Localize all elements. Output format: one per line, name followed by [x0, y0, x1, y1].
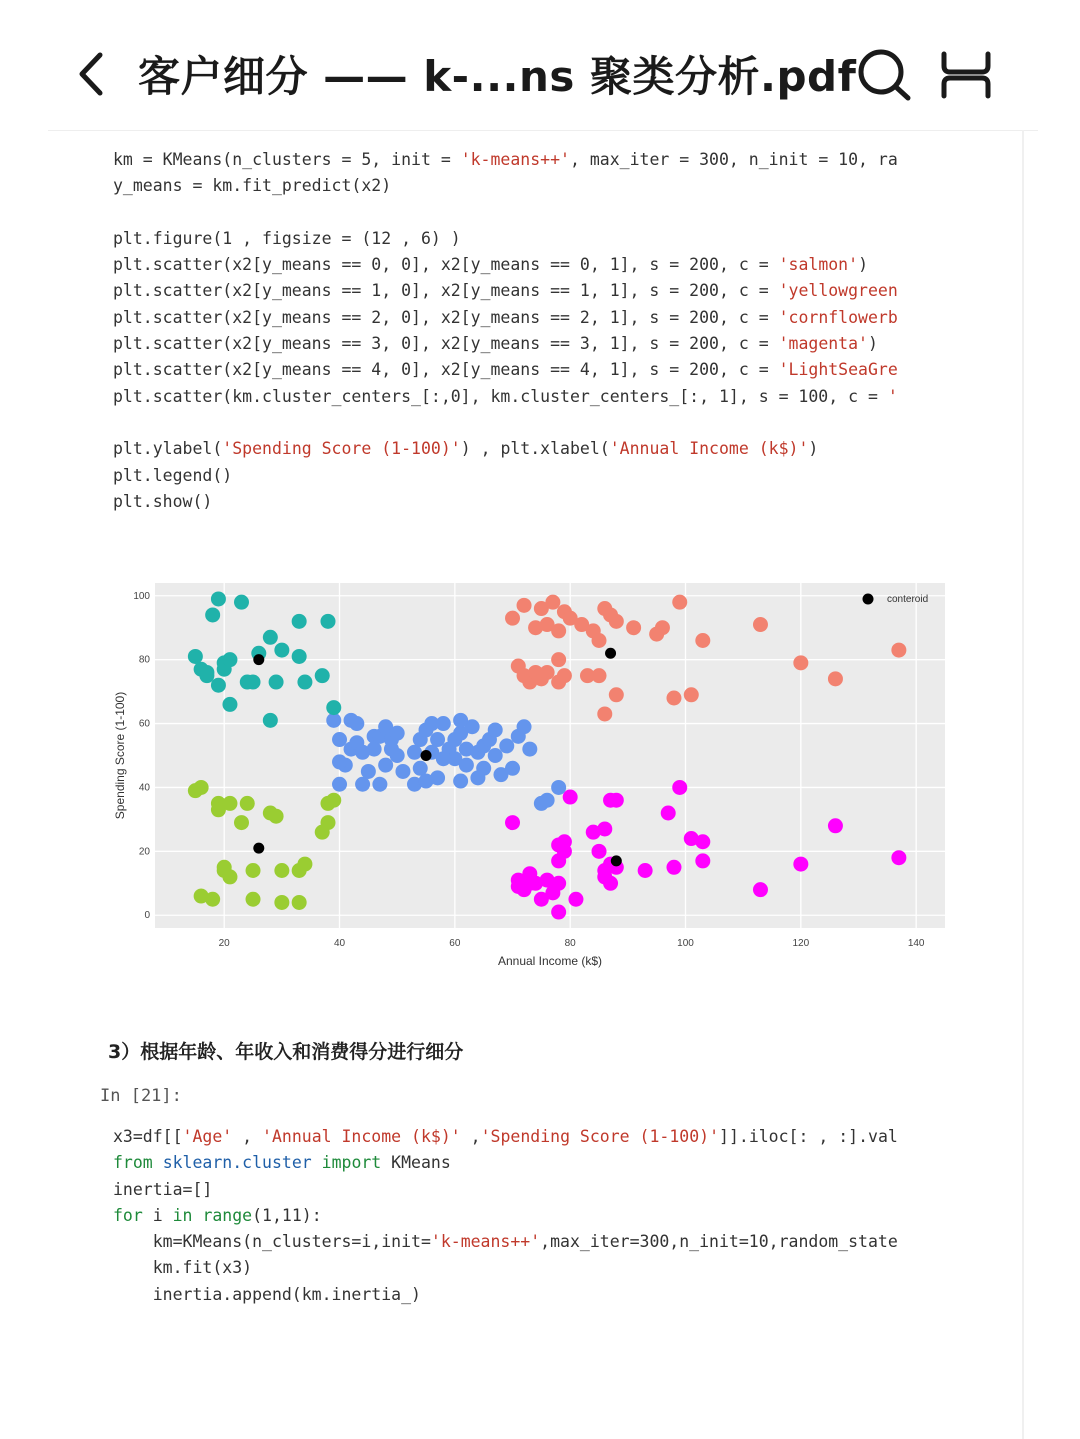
code-token: inertia=[]	[113, 1179, 213, 1199]
data-point-salmon	[528, 665, 543, 680]
code-line	[113, 305, 943, 331]
code-line	[113, 1177, 943, 1203]
code-token: x3=df[[	[113, 1127, 183, 1146]
data-point-cornflowerblue	[488, 748, 503, 763]
data-point-lightseagreen	[211, 678, 226, 693]
code-token	[193, 1206, 203, 1225]
code-block-kmeans-plot	[113, 147, 943, 515]
data-point-magenta	[522, 876, 537, 891]
data-point-cornflowerblue	[517, 719, 532, 734]
data-point-magenta	[695, 834, 710, 849]
data-point-cornflowerblue	[488, 722, 503, 737]
code-token: plt.scatter(x2[y_means == 1, 0], x2[y_means == 1, 1], s = 200, c =	[113, 281, 779, 301]
centroid-point	[605, 648, 616, 659]
search-icon	[852, 44, 916, 104]
data-point-cornflowerblue	[522, 742, 537, 757]
data-point-lightseagreen	[199, 668, 214, 683]
data-point-magenta	[695, 853, 710, 868]
code-token: plt.legend()	[113, 465, 233, 485]
code-token: )	[858, 255, 868, 275]
legend-label: conteroid	[887, 594, 929, 605]
code-token: (1,11):	[252, 1205, 322, 1225]
cell-prompt: In [21]:	[100, 1086, 182, 1106]
code-token: 'LightSeaGre	[778, 360, 898, 380]
data-point-lightseagreen	[326, 700, 341, 715]
data-point-lightseagreen	[315, 668, 330, 683]
scatter-chart	[105, 578, 955, 968]
code-token: from	[113, 1153, 153, 1173]
data-point-cornflowerblue	[493, 767, 508, 782]
code-token: 'Annual Income (k$)'	[609, 439, 809, 459]
back-button[interactable]	[70, 44, 120, 104]
data-point-lightseagreen	[297, 675, 312, 690]
code-token: range	[202, 1205, 253, 1225]
data-point-salmon	[609, 614, 624, 629]
code-token: plt.scatter(x2[y_means == 4, 0], x2[y_means == 4, 1], s = 200, c =	[113, 360, 779, 380]
data-point-magenta	[592, 844, 607, 859]
code-token: km.fit(x3)	[113, 1258, 253, 1278]
y-tick-label: 100	[133, 590, 150, 602]
data-point-yellowgreen	[240, 796, 255, 811]
data-point-salmon	[505, 611, 520, 626]
data-point-cornflowerblue	[332, 777, 347, 792]
x-tick-label: 80	[564, 938, 576, 949]
data-point-magenta	[505, 815, 520, 830]
data-point-cornflowerblue	[551, 780, 566, 795]
code-token: y_means = km.fit_predict(x2)	[113, 176, 392, 196]
menu-button[interactable]	[936, 48, 996, 102]
data-point-salmon	[695, 633, 710, 648]
code-token	[153, 1153, 163, 1172]
data-point-magenta	[557, 844, 572, 859]
data-point-cornflowerblue	[332, 754, 347, 769]
scatter-chart-svg	[105, 578, 955, 968]
data-point-yellowgreen	[326, 793, 341, 808]
data-point-cornflowerblue	[367, 742, 382, 757]
code-token: ,	[460, 1127, 481, 1146]
code-token: for	[113, 1205, 143, 1225]
data-point-magenta	[753, 882, 768, 897]
chevron-left-icon	[70, 44, 120, 104]
menu-icon	[936, 48, 996, 102]
y-tick-label: 80	[138, 654, 150, 666]
data-point-salmon	[609, 687, 624, 702]
data-point-yellowgreen	[222, 869, 237, 884]
header-divider	[48, 130, 1038, 131]
code-token: in	[172, 1205, 193, 1225]
code-token: 'Spending Score (1-100)'	[222, 439, 461, 459]
code-token: ) , plt.xlabel(	[460, 439, 610, 459]
data-point-lightseagreen	[269, 675, 284, 690]
code-token: sklearn.cluster	[162, 1153, 312, 1173]
data-point-magenta	[891, 850, 906, 865]
code-token: 'magenta'	[778, 334, 868, 354]
data-point-yellowgreen	[320, 815, 335, 830]
code-token	[312, 1153, 322, 1172]
code-line	[113, 1229, 943, 1255]
document-title: 客户细分 —— k-...ns 聚类分析.pdf	[138, 52, 857, 101]
data-point-yellowgreen	[222, 796, 237, 811]
y-tick-label: 0	[144, 910, 150, 922]
code-token: i	[142, 1205, 173, 1225]
data-point-magenta	[672, 780, 687, 795]
data-point-magenta	[661, 806, 676, 821]
code-token: km=KMeans(n_clusters=i,init=	[113, 1232, 431, 1252]
x-tick-label: 60	[449, 938, 461, 949]
data-point-cornflowerblue	[361, 764, 376, 779]
data-point-lightseagreen	[211, 591, 226, 606]
data-point-lightseagreen	[234, 595, 249, 610]
code-block-segmentation	[113, 1124, 943, 1308]
data-point-salmon	[551, 623, 566, 638]
data-point-lightseagreen	[320, 614, 335, 629]
data-point-yellowgreen	[194, 780, 209, 795]
data-point-cornflowerblue	[453, 713, 468, 728]
data-point-lightseagreen	[263, 713, 278, 728]
code-token: km = KMeans(n_clusters = 5, init =	[113, 150, 461, 169]
data-point-yellowgreen	[234, 815, 249, 830]
code-token: plt.scatter(x2[y_means == 2, 0], x2[y_means == 2, 1], s = 200, c =	[113, 307, 779, 327]
data-point-lightseagreen	[188, 649, 203, 664]
code-token: inertia.append(km.inertia_)	[113, 1284, 421, 1304]
data-point-salmon	[684, 687, 699, 702]
code-line	[113, 1282, 943, 1308]
code-line	[113, 1203, 943, 1229]
code-line	[113, 384, 943, 410]
data-point-yellowgreen	[246, 892, 261, 907]
data-point-salmon	[557, 668, 572, 683]
centroid-point	[611, 855, 622, 866]
data-point-cornflowerblue	[326, 713, 341, 728]
code-line	[113, 147, 943, 173]
y-tick-label: 40	[138, 782, 150, 794]
code-line	[113, 357, 943, 383]
code-token: )	[808, 439, 819, 459]
data-point-salmon	[517, 598, 532, 613]
x-tick-label: 20	[218, 938, 230, 949]
x-axis-label: Annual Income (k$)	[497, 954, 603, 968]
data-point-lightseagreen	[292, 649, 307, 664]
data-point-salmon	[551, 652, 566, 667]
y-tick-label: 20	[138, 846, 150, 858]
data-point-magenta	[666, 860, 681, 875]
page-edge	[1022, 130, 1024, 1439]
code-line	[113, 463, 943, 489]
code-line	[113, 1124, 943, 1150]
data-point-cornflowerblue	[419, 774, 434, 789]
code-token: 'salmon'	[778, 255, 859, 275]
code-token: 'Age'	[182, 1127, 233, 1146]
data-point-salmon	[672, 595, 687, 610]
centroid-point	[253, 843, 264, 854]
code-token: 'yellowgreen	[778, 281, 898, 301]
code-token: ,max_iter=300,n_init=10,random_state	[540, 1232, 898, 1252]
data-point-magenta	[597, 869, 612, 884]
y-tick-label: 60	[138, 718, 150, 730]
data-point-cornflowerblue	[540, 793, 555, 808]
x-tick-label: 40	[333, 938, 346, 949]
code-line	[113, 410, 943, 436]
data-point-cornflowerblue	[372, 777, 387, 792]
legend-marker-centroid	[863, 594, 874, 605]
data-point-lightseagreen	[222, 697, 237, 712]
data-point-cornflowerblue	[430, 732, 445, 747]
code-token: plt.ylabel(	[113, 439, 223, 459]
code-token: plt.show()	[113, 491, 213, 511]
data-point-salmon	[597, 706, 612, 721]
x-tick-label: 120	[792, 938, 810, 949]
data-point-cornflowerblue	[470, 770, 485, 785]
code-token: ]].iloc[: , :].val	[719, 1127, 898, 1146]
code-line	[113, 1150, 943, 1176]
data-point-cornflowerblue	[355, 777, 370, 792]
x-tick-label: 100	[677, 938, 694, 949]
search-button[interactable]	[852, 44, 916, 104]
data-point-lightseagreen	[246, 675, 261, 690]
data-point-salmon	[753, 617, 768, 632]
data-point-magenta	[793, 857, 808, 872]
code-token: plt.scatter(km.cluster_centers_[:,0], km.cluster_centers_[:, 1], s = 100, c =	[113, 386, 888, 406]
data-point-cornflowerblue	[459, 758, 474, 773]
code-token: 'Spending Score (1-100)'	[480, 1127, 720, 1146]
code-token: 'k-means++'	[430, 1232, 541, 1252]
section-heading: 3）根据年龄、年收入和消费得分进行细分	[108, 1041, 464, 1063]
data-point-magenta	[828, 818, 843, 833]
code-token: )	[867, 334, 878, 354]
code-line	[113, 200, 943, 226]
data-point-magenta	[563, 790, 578, 805]
code-line	[113, 331, 943, 357]
data-point-cornflowerblue	[344, 713, 359, 728]
centroid-point	[253, 654, 264, 665]
code-token: 'Annual Income (k$)'	[262, 1127, 461, 1146]
code-token: ,	[232, 1127, 263, 1146]
data-point-cornflowerblue	[395, 764, 410, 779]
code-line	[113, 278, 943, 304]
code-token: '	[887, 386, 898, 406]
data-point-yellowgreen	[246, 863, 261, 878]
code-line	[113, 1255, 943, 1281]
data-point-salmon	[626, 620, 641, 635]
code-line	[113, 436, 943, 462]
code-token: 'k-means++'	[460, 150, 570, 169]
data-point-cornflowerblue	[499, 738, 514, 753]
data-point-cornflowerblue	[453, 774, 468, 789]
data-point-cornflowerblue	[390, 748, 405, 763]
data-point-lightseagreen	[222, 652, 237, 667]
data-point-cornflowerblue	[413, 761, 428, 776]
code-token: plt.scatter(x2[y_means == 0, 0], x2[y_means == 0, 1], s = 200, c =	[113, 255, 779, 275]
code-line	[113, 173, 943, 199]
data-point-salmon	[666, 691, 681, 706]
data-point-cornflowerblue	[378, 758, 393, 773]
data-point-yellowgreen	[269, 809, 284, 824]
x-tick-label: 140	[907, 938, 925, 949]
centroid-point	[421, 750, 432, 761]
data-point-yellowgreen	[292, 895, 307, 910]
data-point-salmon	[655, 620, 670, 635]
data-point-salmon	[891, 643, 906, 658]
data-point-magenta	[597, 821, 612, 836]
data-point-cornflowerblue	[332, 732, 347, 747]
data-point-lightseagreen	[292, 614, 307, 629]
data-point-lightseagreen	[274, 643, 289, 658]
data-point-lightseagreen	[205, 607, 220, 622]
data-point-magenta	[551, 876, 566, 891]
data-point-lightseagreen	[263, 630, 278, 645]
code-token: , max_iter = 300, n_init = 10, ra	[569, 150, 898, 169]
code-line	[113, 226, 943, 252]
data-point-magenta	[551, 905, 566, 920]
data-point-salmon	[592, 668, 607, 683]
code-token: 'cornflowerb	[778, 307, 898, 327]
data-point-yellowgreen	[297, 857, 312, 872]
data-point-yellowgreen	[274, 863, 289, 878]
top-bar	[0, 0, 1080, 130]
code-token: import	[321, 1153, 382, 1173]
code-line	[113, 252, 943, 278]
data-point-magenta	[568, 892, 583, 907]
code-token: plt.figure(1 , figsize = (12 , 6) )	[113, 228, 461, 248]
data-point-magenta	[638, 863, 653, 878]
code-token: plt.scatter(x2[y_means == 3, 0], x2[y_means == 3, 1], s = 200, c =	[113, 334, 779, 354]
code-token: KMeans	[381, 1153, 451, 1173]
data-point-yellowgreen	[274, 895, 289, 910]
data-point-salmon	[545, 595, 560, 610]
data-point-salmon	[592, 633, 607, 648]
data-point-salmon	[793, 655, 808, 670]
data-point-cornflowerblue	[436, 751, 451, 766]
data-point-cornflowerblue	[424, 716, 439, 731]
y-axis-label: Spending Score (1-100)	[113, 691, 127, 820]
data-point-yellowgreen	[205, 892, 220, 907]
data-point-cornflowerblue	[390, 726, 405, 741]
data-point-magenta	[603, 793, 618, 808]
data-point-cornflowerblue	[407, 745, 422, 760]
code-line	[113, 489, 943, 515]
data-point-salmon	[828, 671, 843, 686]
